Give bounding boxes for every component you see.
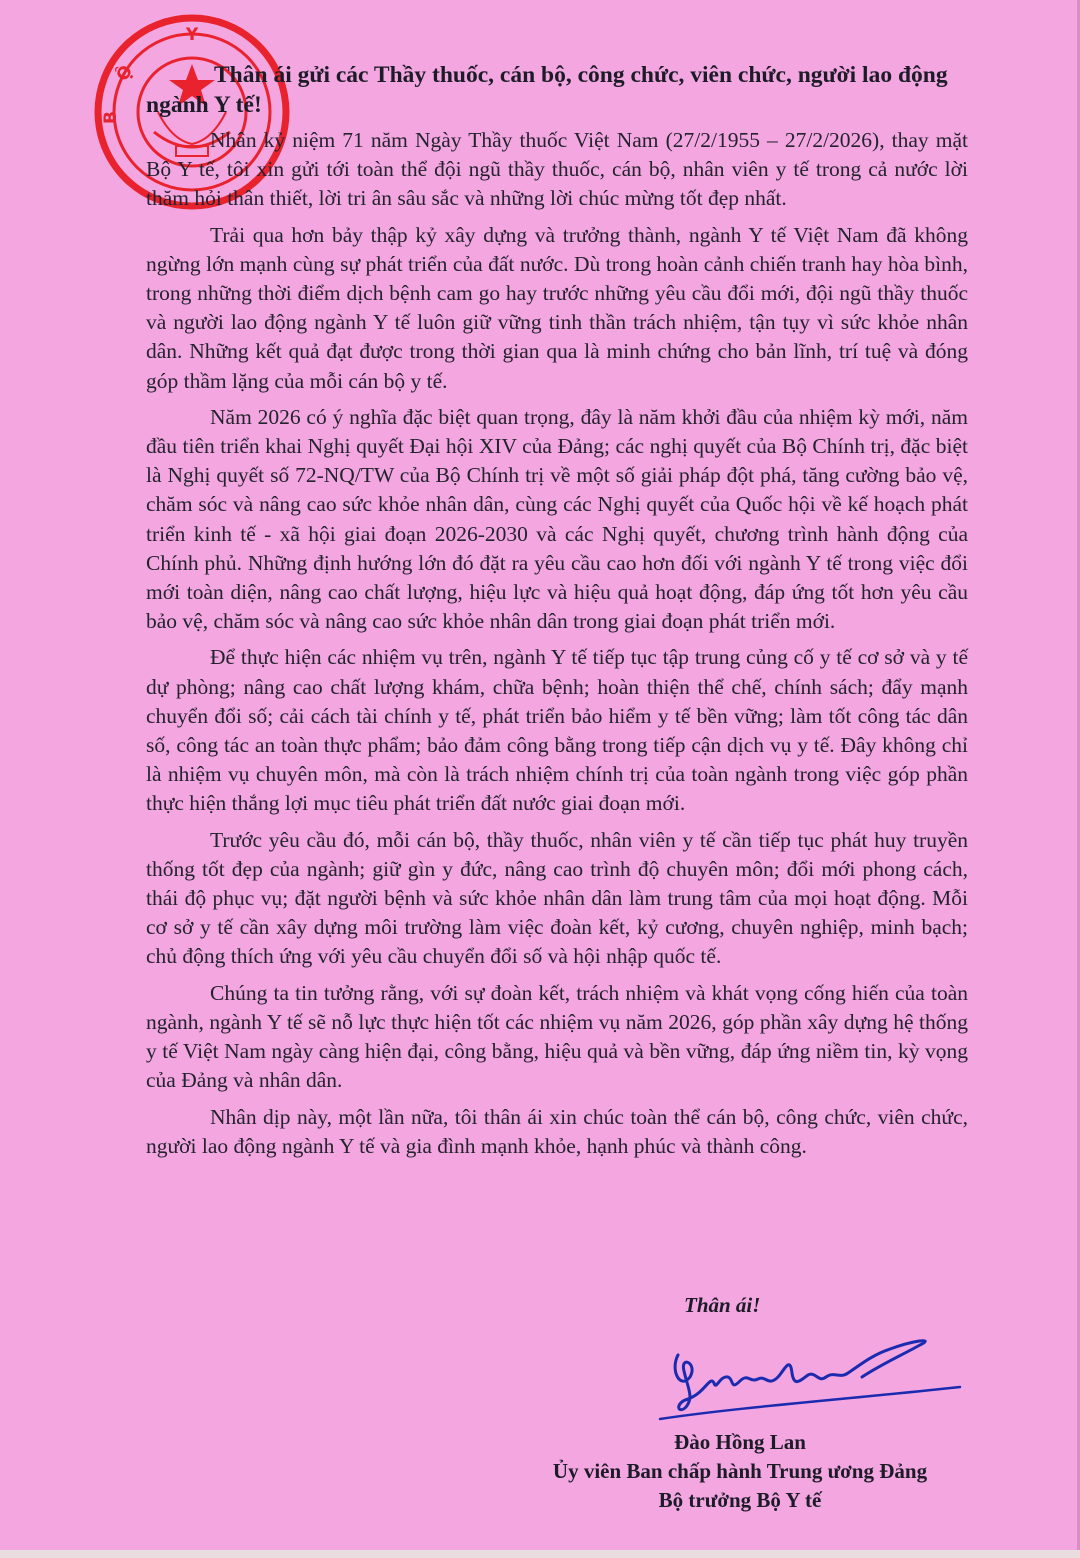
paragraph-1: Nhân kỷ niệm 71 năm Ngày Thầy thuốc Việt Nam (27/2/1955 – 27/2/2026), thay mặt Bộ Y tế, tôi xin gửi tới toàn thể đội ngũ thầy thuốc, cán bộ, nhân viên y tế trong cả nước lời thăm hỏi thân thiết, lời tri ân sâu sắc và những lời chúc mừng tốt đẹp nhất. xyxy=(146,128,968,211)
paragraph-5: Trước yêu cầu đó, mỗi cán bộ, thầy thuốc, nhân viên y tế cần tiếp tục phát huy truyền thống tốt đẹp của ngành; giữ gìn y đức, nâng cao trình độ chuyên môn; đổi mới phong cách, thái độ phục vụ; đặt người bệnh và sức khỏe nhân dân làm trung tâm của mọi hoạt động. Mỗi cơ sở y tế cần xây dựng môi trường làm việc đoàn kết, kỷ cương, chuyên nghiệp, minh bạch; chủ động thích ứng với yêu cầu chuyển đổi số và hội nhập quốc tế. xyxy=(146,827,968,969)
letter-greeting: Thân ái gửi các Thầy thuốc, cán bộ, công chức, viên chức, người lao động ngành Y tế! xyxy=(146,62,948,118)
svg-text:Y: Y xyxy=(185,25,199,45)
signature-block xyxy=(440,1428,1040,1515)
closing-salutation: Thân ái! xyxy=(684,1293,761,1317)
svg-text:Ộ: Ộ xyxy=(112,62,138,85)
letter-body xyxy=(146,126,968,1168)
paragraph-6: Chúng ta tin tưởng rằng, với sự đoàn kết, trách nhiệm và khát vọng cống hiến của toàn ngành, ngành Y tế sẽ nỗ lực thực hiện tốt các nhiệm vụ năm 2026, góp phần xây dựng hệ thống y tế Việt Nam ngày càng hiện đại, công bằng, hiệu quả và bền vững, đáp ứng niềm tin, kỳ vọng của Đảng và nhân dân. xyxy=(146,980,968,1093)
signer-title-minister: Bộ trưởng Bộ Y tế xyxy=(658,1488,822,1512)
handwritten-signature xyxy=(650,1315,970,1430)
paragraph-7: Nhân dịp này, một lần nữa, tôi thân ái xin chúc toàn thể cán bộ, công chức, viên chức, người lao động ngành Y tế và gia đình mạnh khỏe, hạnh phúc và thành công. xyxy=(146,1104,968,1158)
paragraph-4: Để thực hiện các nhiệm vụ trên, ngành Y tế tiếp tục tập trung củng cố y tế cơ sở và y tế dự phòng; nâng cao chất lượng khám, chữa bệnh; hoàn thiện thể chế, chính sách; đẩy mạnh chuyển đổi số; cải cách tài chính y tế, phát triển bảo hiểm y tế bền vững; làm tốt công tác dân số, công tác an toàn thực phẩm; bảo đảm công bằng trong tiếp cận dịch vụ y tế. Đây không chỉ là nhiệm vụ chuyên môn, mà còn là trách nhiệm chính trị của toàn ngành trong việc góp phần thực hiện thắng lợi mục tiêu phát triển đất nước giai đoạn mới. xyxy=(146,645,968,816)
signer-name: Đào Hồng Lan xyxy=(674,1430,806,1454)
paragraph-2: Trải qua hơn bảy thập kỷ xây dựng và trưởng thành, ngành Y tế Việt Nam đã không ngừng lớn mạnh cùng sự phát triển của đất nước. Dù trong hoàn cảnh chiến tranh hay hòa bình, trong những thời điểm dịch bệnh cam go hay trước những yêu cầu đổi mới, đội ngũ thầy thuốc và người lao động ngành Y tế luôn giữ vững tinh thần trách nhiệm, tận tụy vì sức khỏe nhân dân. Những kết quả đạt được trong thời gian qua là minh chứng cho bản lĩnh, trí tuệ và đóng góp thầm lặng của mỗi cán bộ y tế. xyxy=(146,222,968,393)
page-bottom-edge xyxy=(0,1550,1080,1558)
signer-title-party: Ủy viên Ban chấp hành Trung ương Đảng xyxy=(552,1459,928,1483)
paragraph-3: Năm 2026 có ý nghĩa đặc biệt quan trọng, đây là năm khởi đầu của nhiệm kỳ mới, năm đầu tiên triển khai Nghị quyết Đại hội XIV của Đảng; các nghị quyết của Bộ Chính trị, đặc biệt là Nghị quyết số 72-NQ/TW của Bộ Chính trị về một số giải pháp đột phá, tăng cường bảo vệ, chăm sóc và nâng cao sức khỏe nhân dân, cùng các Nghị quyết của Quốc hội về kế hoạch phát triển kinh tế - xã hội giai đoạn 2026-2030 và các Nghị quyết, chương trình hành động của Chính phủ. Những định hướng lớn đó đặt ra yêu cầu cao hơn đối với ngành Y tế trong việc đổi mới toàn diện, nâng cao chất lượng, hiệu lực và hiệu quả hoạt động, đáp ứng tốt hơn yêu cầu bảo vệ, chăm sóc và nâng cao sức khỏe nhân dân trong giai đoạn phát triển mới. xyxy=(146,404,968,634)
svg-text:B: B xyxy=(101,111,121,124)
